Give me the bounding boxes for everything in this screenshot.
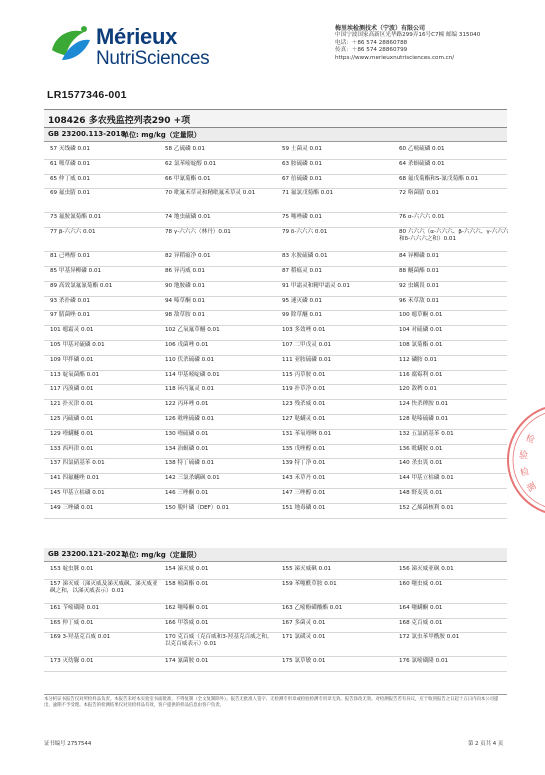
- footer-note: 本分析证书报告仅对所检样品负责。本报告未经本实验室书面批准，不得复制（全文复制除外）。报告无批准人签字、无检测专用章或检验检测专用章无效。报告涂改无效。对检测报告若有异议，应于收到报告之日起十五日内向本公司提出，逾期不予受理。本报告的检测结果仅对送检样品有效，客户提供的样品信息由客户负责。: [44, 694, 507, 709]
- analyte-cell: 60 乙嘧硫磷 0.01: [399, 146, 445, 152]
- analyte-cell: 164 噻螨酮 0.01: [399, 604, 443, 611]
- analyte-cell: 103 多效唑 0.01: [282, 327, 326, 334]
- analyte-cell: 61 哌草磷 0.01: [50, 160, 90, 167]
- analyte-cell: 126 吡唑硫磷 0.01: [165, 416, 215, 422]
- page-number: 第 2 页共 4 页: [468, 741, 504, 747]
- company-name: 梅里埃检测技术（宁波）有限公司: [335, 25, 426, 32]
- analyte-cell: 139 特丁净 0.01: [282, 460, 326, 467]
- analyte-cell: 96 禾草敌 0.01: [399, 297, 439, 304]
- analyte-cell: 140 杀虫畏 0.01: [399, 460, 443, 467]
- analyte-cell: 108 氯菊酯 0.01: [399, 342, 443, 348]
- analyte-cell: 98 敌草胺 0.01: [165, 312, 205, 319]
- analyte-cell: 134 治螟磷 0.01: [165, 445, 209, 452]
- analyte-cell: 81 己唑醇 0.01: [50, 253, 90, 260]
- svg-text:检: 检: [523, 433, 536, 446]
- analyte-cell: 174 氰菌胺 0.01: [165, 658, 209, 665]
- analyte-cell: 89 高效氯氟氰菊酯 0.01: [50, 282, 113, 289]
- analyte-cell: 64 杀螟硫磷 0.01: [399, 160, 445, 167]
- analyte-cell: 152 乙烯菌核利 0.01: [399, 504, 454, 511]
- merieux-logo-icon: [48, 22, 94, 68]
- analyte-cell: 116 腐霉利 0.01: [399, 371, 443, 378]
- panel-title: 108426 多农残监控列表290 +项: [44, 109, 507, 128]
- standard-header: [44, 128, 507, 142]
- analyte-cell: 94 嗪草酮 0.01: [165, 297, 205, 304]
- analyte-cell: 145 甲基立枯磷 0.01: [50, 490, 105, 496]
- standard-code: GB 23200.113-2018: [48, 130, 126, 138]
- analyte-cell: 107 二甲戊灵 0.01: [282, 342, 332, 348]
- analyte-cell: 74 地虫硫磷 0.01: [165, 214, 211, 221]
- analyte-cell: 127 哒螨灵 0.01: [282, 416, 326, 422]
- unit-label: 单位: mg/kg（定量限）: [122, 131, 201, 139]
- analyte-cell: 72 咯菌腈 0.01: [399, 190, 439, 197]
- row-divider: [44, 603, 507, 604]
- analyte-cell: 87 稻瘟灵 0.01: [282, 268, 322, 274]
- row-divider: [44, 384, 507, 385]
- analyte-cell: 69 氟虫腈 0.01: [50, 190, 90, 197]
- analyte-cell: 128 哒嗪硫磷 0.01: [399, 416, 449, 422]
- analyte-cell: 71 氟氯戊菊酯 0.01: [282, 190, 334, 197]
- analyte-cell: 137 四氯硝基苯 0.01: [50, 460, 105, 467]
- analyte-cell: 63 胺硫磷 0.01: [282, 160, 322, 167]
- svg-text:检: 检: [519, 466, 531, 479]
- analyte-cell: 78 γ-六六六（林丹）0.01: [165, 229, 231, 236]
- analyte-cell: 144 甲基立枯磷 0.01: [399, 475, 454, 482]
- analyte-cell: 91 甲霜灵和精甲霜灵 0.01: [282, 282, 350, 289]
- analyte-cell: 133 西玛津 0.01: [50, 445, 94, 452]
- analyte-cell: 92 虫螨畏 0.01: [399, 282, 439, 289]
- analyte-cell: 131 苯氧喹啉 0.01: [282, 430, 332, 437]
- analyte-cell: 95 速灭磷 0.01: [282, 297, 322, 304]
- analyte-cell: 65 仲丁威 0.01: [50, 175, 90, 182]
- analyte-cell: 175 氯草敏 0.01: [282, 658, 326, 665]
- company-phone: 电话：＋86 574 28860788: [335, 39, 408, 46]
- analyte-cell: 104 对硫磷 0.01: [399, 327, 443, 334]
- row-divider: [44, 414, 507, 415]
- row-divider: [44, 355, 507, 356]
- analyte-cell: 123 残杀威 0.01: [282, 401, 326, 408]
- merieux-logo: [48, 22, 208, 74]
- analyte-cell: 149 三唑磷 0.01: [50, 504, 94, 511]
- analyte-cell: 167 多菌灵 0.01: [282, 619, 326, 626]
- row-divider: [44, 444, 507, 445]
- analyte-cell: 57 灭线磷 0.01: [50, 146, 90, 152]
- analyte-cell: 67 倍硫磷 0.01: [282, 175, 322, 182]
- official-stamp: [505, 400, 545, 520]
- row-divider: [44, 488, 507, 489]
- row-divider: [44, 159, 507, 160]
- standard-header: [44, 548, 507, 562]
- company-website[interactable]: https://www.merieuxnutrisciences.com.cn/: [335, 54, 455, 61]
- analyte-cell: 77 β-六六六 0.01: [50, 229, 96, 236]
- analyte-cell: 58 乙硫磷 0.01: [165, 146, 205, 152]
- analyte-cell: 150 脱叶磷（DEF）0.01: [165, 504, 229, 511]
- company-address: 中国宁波国家高新区光华路299弄16号C7幢 邮编 315040: [335, 32, 481, 39]
- analyte-cell: 135 戊唑醇 0.01: [282, 445, 326, 452]
- analyte-cell: 70 吡氟禾草灵和精吡氟禾草灵 0.01: [165, 190, 256, 197]
- analyte-cell: 160 噻虫威 0.01: [399, 580, 443, 587]
- analyte-cell: 102 乙氧氟草醚 0.01: [165, 327, 220, 334]
- standard-code: GB 23200.121-2021: [48, 550, 126, 558]
- analyte-cell: 88 醚菌酯 0.01: [399, 268, 439, 274]
- analyte-cell: 112 磷胺 0.01: [399, 356, 437, 363]
- analyte-cell: 157 涕灭威（涕灭威及涕灭威砜、涕灭威亚砜之和，以涕灭威表示）0.01: [50, 580, 158, 594]
- analyte-cell: 62 氯苯嘧啶醇 0.01: [165, 160, 217, 167]
- analyte-cell: 122 丙环唑 0.01: [165, 401, 209, 408]
- row-divider: [44, 503, 507, 504]
- analyte-cell: 83 水胺硫磷 0.01: [282, 253, 328, 260]
- analyte-cell: 113 啶氧菌酯 0.01: [50, 371, 100, 378]
- analyte-cell: 119 扑草净 0.01: [282, 386, 326, 393]
- analyte-cell: 156 涕灭威亚砜 0.01: [399, 566, 454, 572]
- analyte-cell: 117 丙溴磷 0.01: [50, 386, 94, 393]
- row-divider: [44, 579, 507, 580]
- analyte-cell: 159 苯噻酰草胺 0.01: [282, 580, 337, 587]
- analyte-cell: 86 异丙威 0.01: [165, 268, 205, 274]
- analyte-cell: 118 环丙氟灵 0.01: [165, 386, 215, 393]
- row-divider: [44, 174, 507, 175]
- analyte-cell: 147 三唑醇 0.01: [282, 490, 326, 496]
- analyte-cell: 170 克百威（克百威和3-羟基克百威之和，以克百威表示）0.01: [165, 634, 273, 648]
- analyte-cell: 162 噻嗪酮 0.01: [165, 604, 209, 611]
- analyte-cell: 59 土菌灵 0.01: [282, 146, 322, 152]
- row-divider: [44, 671, 507, 672]
- analyte-cell: 84 异柳磷 0.01: [399, 253, 439, 260]
- analyte-cell: 171 氯磺灵 0.01: [282, 634, 326, 641]
- analyte-cell: 146 三唑酮 0.01: [165, 490, 209, 496]
- brand-subname: NutriSciences: [96, 48, 210, 69]
- analyte-cell: 121 扑灭津 0.01: [50, 401, 94, 408]
- analyte-cell: 76 α-六六六 0.01: [399, 214, 445, 221]
- analyte-cell: 129 喹螨醚 0.01: [50, 430, 94, 437]
- analyte-cell: 79 δ-六六六 0.01: [282, 229, 328, 236]
- analyte-cell: 148 野麦畏 0.01: [399, 490, 443, 496]
- company-fax: 传真：＋86 574 28860799: [335, 47, 408, 54]
- analyte-cell: 97 腈菌唑 0.01: [50, 312, 90, 319]
- analyte-cell: 158 嘧菌酯 0.01: [165, 580, 209, 587]
- analyte-cell: 101 噁霜灵 0.01: [50, 327, 94, 334]
- row-divider: [44, 296, 507, 297]
- analyte-cell: 68 氟戊菊酯和S-氰戊菊酯 0.01: [399, 175, 479, 182]
- analyte-cell: 163 乙嘧酚磺酸酯 0.01: [282, 604, 343, 611]
- analyte-cell: 165 仲丁威 0.01: [50, 619, 94, 626]
- analyte-cell: 154 涕灭威 0.01: [165, 566, 209, 572]
- analyte-cell: 168 克百威 0.01: [399, 619, 443, 626]
- analyte-cell: 172 氯虫苯甲酰胺 0.01: [399, 634, 460, 641]
- analyte-cell: 80 六六六（α-六六六、β-六六六、γ-六六六和δ-六六六之和）0.01: [399, 229, 509, 243]
- analyte-cell: 99 除草醚 0.01: [282, 312, 322, 319]
- analyte-cell: 136 吡螨胺 0.01: [399, 445, 443, 452]
- analyte-cell: 141 四氟醚唑 0.01: [50, 475, 100, 482]
- analyte-cell: 153 啶虫脒 0.01: [50, 566, 94, 572]
- row-divider: [44, 281, 507, 282]
- analyte-cell: 125 丙硫磷 0.01: [50, 416, 94, 422]
- analyte-cell: 120 敌稗 0.01: [399, 386, 437, 393]
- analyte-cell: 73 氟胺氰菊酯 0.01: [50, 214, 102, 221]
- analyte-cell: 105 甲基对硫磷 0.01: [50, 342, 105, 348]
- analyte-cell: 114 甲基嘧啶磷 0.01: [165, 371, 220, 378]
- analyte-cell: 111 亚胺硫磷 0.01: [282, 356, 332, 363]
- row-divider: [44, 266, 507, 267]
- report-number: LR1577346-001: [47, 89, 127, 101]
- row-divider: [44, 618, 507, 619]
- analyte-cell: 169 3-羟基克百威 0.01: [50, 634, 111, 641]
- analyte-cell: 143 禾草丹 0.01: [282, 475, 326, 482]
- analyte-cell: 93 杀扑磷 0.01: [50, 297, 90, 304]
- brand-name: Mérieux: [96, 24, 178, 49]
- analyte-cell: 85 甲基异柳磷 0.01: [50, 268, 102, 274]
- company-info: [335, 25, 540, 62]
- analyte-cell: 124 快杀稗胺 0.01: [399, 401, 449, 408]
- svg-text:测: 测: [525, 481, 539, 495]
- analyte-cell: 106 戊菌唑 0.01: [165, 342, 209, 348]
- analyte-cell: 161 苄嘧磺隆 0.01: [50, 604, 100, 611]
- report-header: [0, 0, 545, 80]
- analyte-cell: 138 特丁硫磷 0.01: [165, 460, 215, 467]
- analyte-cell: 66 甲氰菊酯 0.01: [165, 175, 211, 182]
- row-divider: [44, 370, 507, 371]
- analyte-cell: 155 涕灭威砜 0.01: [282, 566, 332, 572]
- analyte-cell: 130 喹硫磷 0.01: [165, 430, 209, 437]
- analyte-cell: 142 三氯杀螨砜 0.01: [165, 475, 220, 482]
- analyte-cell: 115 丙草胺 0.01: [282, 371, 326, 378]
- row-divider: [44, 429, 507, 430]
- analyte-cell: 82 异稻瘟净 0.01: [165, 253, 211, 260]
- analyte-cell: 90 地胺磷 0.01: [165, 282, 205, 289]
- analyte-cell: 151 地毒磷 0.01: [282, 504, 326, 511]
- certificate-number: 证书编号 2757544: [44, 741, 92, 747]
- analyte-cell: 110 伏杀硫磷 0.01: [165, 356, 215, 363]
- analyte-cell: 100 噁草酮 0.01: [399, 312, 443, 319]
- analyte-cell: 132 五氯硝基苯 0.01: [399, 430, 454, 437]
- analyte-cell: 109 甲拌磷 0.01: [50, 356, 94, 363]
- analyte-cell: 166 甲萘威 0.01: [165, 619, 209, 626]
- unit-label: 单位: mg/kg（定量限）: [122, 551, 201, 559]
- svg-text:验: 验: [519, 451, 529, 461]
- analyte-cell: 173 灭幼脲 0.01: [50, 658, 94, 665]
- analyte-cell: 75 噻唑磷 0.01: [282, 214, 322, 221]
- row-divider: [44, 518, 507, 519]
- analyte-cell: 176 氯嘧磺隆 0.01: [399, 658, 449, 665]
- row-divider: [44, 340, 507, 341]
